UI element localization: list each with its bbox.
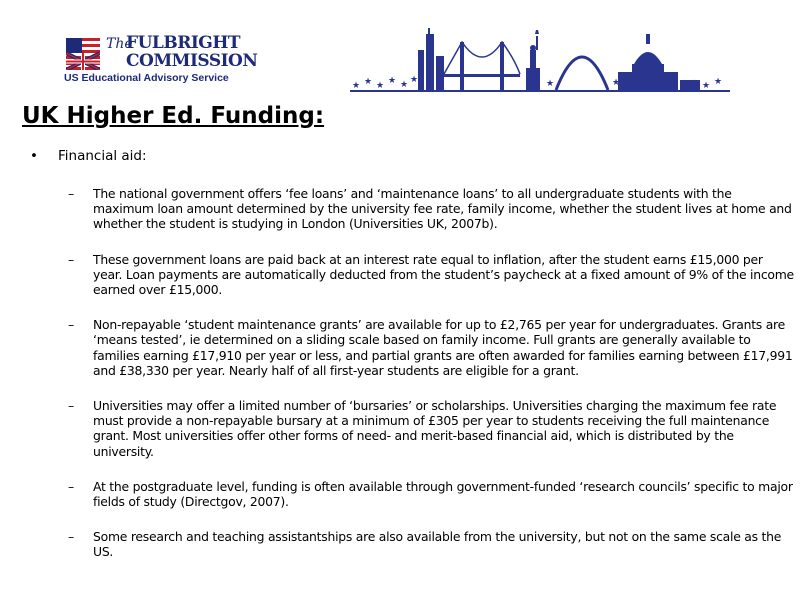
logo-subtitle: US Educational Advisory Service — [64, 72, 229, 84]
logo-the-text: The — [106, 36, 133, 52]
list-item-text: Universities may offer a limited number of ‘bursaries’ or scholarships. Universities charging the maximum fee rate must provide a non-repayable bursary at a minimum of £305 per year to students receiving the full maintenance grant. Most universities offer other forms of need- and merit-based financial aid, which is distributed by the university. — [93, 398, 777, 459]
dash-glyph: – — [68, 186, 74, 201]
fulbright-logo — [62, 33, 258, 88]
bullet-glyph: • — [30, 148, 38, 164]
dash-glyph: – — [68, 478, 74, 494]
svg-text:★: ★ — [690, 79, 699, 89]
logo-name-line2: COMMISSION — [126, 51, 258, 71]
logo-name-line1: FULBRIGHT — [126, 33, 241, 53]
svg-text:★: ★ — [352, 81, 361, 91]
logo-name — [126, 34, 257, 70]
bullet-financial-aid — [30, 148, 147, 164]
dash-glyph: – — [68, 529, 74, 545]
flag-icon — [66, 38, 100, 70]
dash-glyph: – — [68, 398, 74, 414]
svg-text:★: ★ — [364, 77, 373, 87]
list-item-text: These government loans are paid back at an interest rate equal to inflation, after the student earns £15,000 per year. Loan payments are automatically deducted from the student’s paycheck at a fixed amount of 9% of the income earned over £15,000. — [93, 251, 794, 298]
svg-text:★: ★ — [410, 75, 419, 85]
svg-text:★: ★ — [702, 81, 711, 91]
list-item-text: At the postgraduate level, funding is often available through government-funded ‘research councils’ specific to major fields of study (Directgov, 2007). — [93, 478, 793, 510]
sub-bullet-list — [64, 186, 794, 580]
svg-text:★: ★ — [388, 76, 397, 86]
list-item — [64, 398, 794, 459]
list-item-text: The national government offers ‘fee loans’ and ‘maintenance loans’ to all undergraduate students with the maximum loan amount determined by the university fee rate, family income, whether the student lives at home and whether the student is studying in London (Universities UK, 2007b). — [93, 186, 792, 232]
svg-text:★: ★ — [376, 81, 385, 91]
svg-text:★: ★ — [400, 80, 409, 90]
us-skyline-graphic — [350, 28, 730, 94]
svg-text:★: ★ — [714, 77, 723, 87]
page-title: UK Higher Ed. Funding: — [22, 103, 325, 129]
list-item — [64, 479, 794, 509]
dash-glyph: – — [68, 251, 74, 267]
header-banner — [0, 0, 800, 100]
list-item-text: Non-repayable ‘student maintenance grants’ are available for up to £2,765 per year for undergraduates. Grants are ‘means tested’, ie determined on a sliding scale based on family income. Full grants are generally available to families earning £17,910 per year or less, and partial grants are often awarded for families earning between £17,991 and £38,330 per year. Nearly half of all first-year students are eligible for a grant. — [93, 317, 793, 378]
dash-glyph: – — [68, 317, 74, 333]
list-item — [64, 252, 794, 298]
svg-text:★: ★ — [612, 78, 621, 88]
bullet-label: Financial aid: — [58, 148, 147, 164]
list-item-text: Some research and teaching assistantships are also available from the university, but not on the same scale as the US. — [93, 529, 782, 560]
svg-text:★: ★ — [546, 79, 555, 89]
list-item — [64, 529, 794, 559]
list-item — [64, 317, 794, 378]
list-item — [64, 186, 794, 232]
